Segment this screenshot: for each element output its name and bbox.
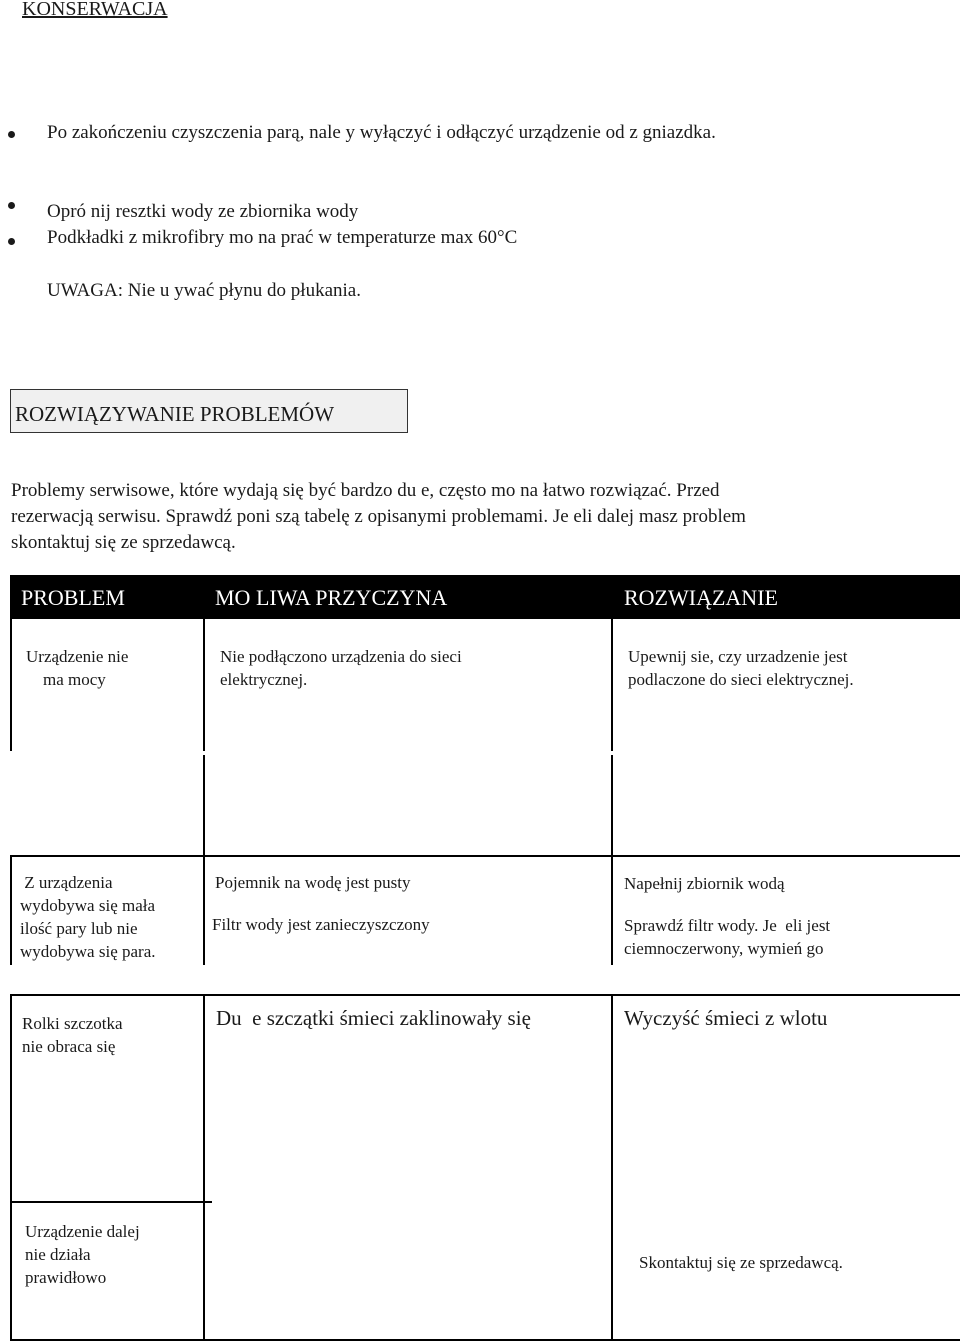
table-cell-solution: Skontaktuj się ze sprzedawcą.: [639, 1253, 843, 1272]
conservation-bullet-3: Podkładki z mikrofibry mo na prać w temperaturze max 60°C: [47, 227, 518, 248]
table-row-line: [10, 855, 960, 857]
table-divider-1: [203, 994, 205, 1341]
conservation-bullet-1: Po zakończeniu czyszczenia parą, nale y wyłączyć i odłączyć urządzenie od z gniazdka.: [47, 122, 716, 143]
bullet-dot: [8, 202, 15, 209]
table-cell-problem: Urządzenie nie ma mocy: [26, 647, 129, 689]
table-divider-2: [611, 755, 613, 857]
table-divider-2: [611, 855, 613, 965]
table-divider-2: [611, 994, 613, 1341]
bullet-dot: [8, 131, 15, 138]
table-cell-problem: Urządzenie dalej nie działa prawidłowo: [25, 1222, 140, 1287]
table-row-line: [10, 1201, 212, 1203]
table-divider-1: [203, 755, 205, 857]
table-cell-solution: Upewnij sie, czy urzadzenie jest podlaczone do sieci elektrycznej.: [628, 647, 854, 689]
table-divider-1: [203, 619, 205, 751]
table-border-left: [10, 855, 12, 965]
troubleshooting-intro-line-2: rezerwacją serwisu. Sprawdź poni szą tabelę z opisanymi problemami. Je eli dalej masz problem: [11, 506, 746, 527]
troubleshooting-heading: ROZWIĄZYWANIE PROBLEMÓW: [15, 402, 335, 426]
table-header-solution: ROZWIĄZANIE: [624, 585, 778, 610]
table-cell-solution: Wyczyść śmieci z wlotu: [624, 1006, 828, 1030]
table-header: [10, 575, 960, 619]
conservation-bullet-2: Opró nij resztki wody ze zbiornika wody: [47, 201, 359, 222]
table-divider-2: [611, 619, 613, 751]
table-cell-solution: Napełnij zbiornik wodą: [624, 874, 785, 893]
table-row-line: [10, 994, 960, 996]
table-cell-cause: Nie podłączono urządzenia do sieci elektrycznej.: [220, 647, 462, 689]
table-cell-solution: Sprawdź filtr wody. Je eli jest ciemnoczerwony, wymień go: [624, 916, 831, 958]
troubleshooting-heading-box: [10, 389, 408, 433]
conservation-heading: KONSERWACJA: [22, 0, 168, 20]
table-bottom-line: [10, 1339, 960, 1341]
troubleshooting-intro-line-1: Problemy serwisowe, które wydają się być bardzo du e, często mo na łatwo rozwiązać. Przed: [11, 480, 720, 501]
table-cell-cause: Pojemnik na wodę jest pusty: [215, 873, 411, 892]
bullet-dot: [8, 238, 15, 245]
table-cell-problem: Rolki szczotka nie obraca się: [22, 1014, 123, 1056]
conservation-warning: UWAGA: Nie u ywać płynu do płukania.: [47, 280, 361, 301]
table-header-cause: MO LIWA PRZYCZYNA: [215, 585, 448, 610]
table-cell-cause: Filtr wody jest zanieczyszczony: [212, 915, 430, 934]
table-cell-problem: Z urządzenia wydobywa się mała ilość pary lub nie wydobywa się para.: [20, 873, 156, 961]
table-header-problem: PROBLEM: [21, 585, 125, 610]
table-cell-cause: Du e szczątki śmieci zaklinowały się: [216, 1006, 531, 1030]
table-border-left: [10, 619, 12, 751]
troubleshooting-intro-line-3: skontaktuj się ze sprzedawcą.: [11, 532, 236, 553]
table-divider-1: [203, 855, 205, 965]
table-border-left: [10, 994, 12, 1341]
